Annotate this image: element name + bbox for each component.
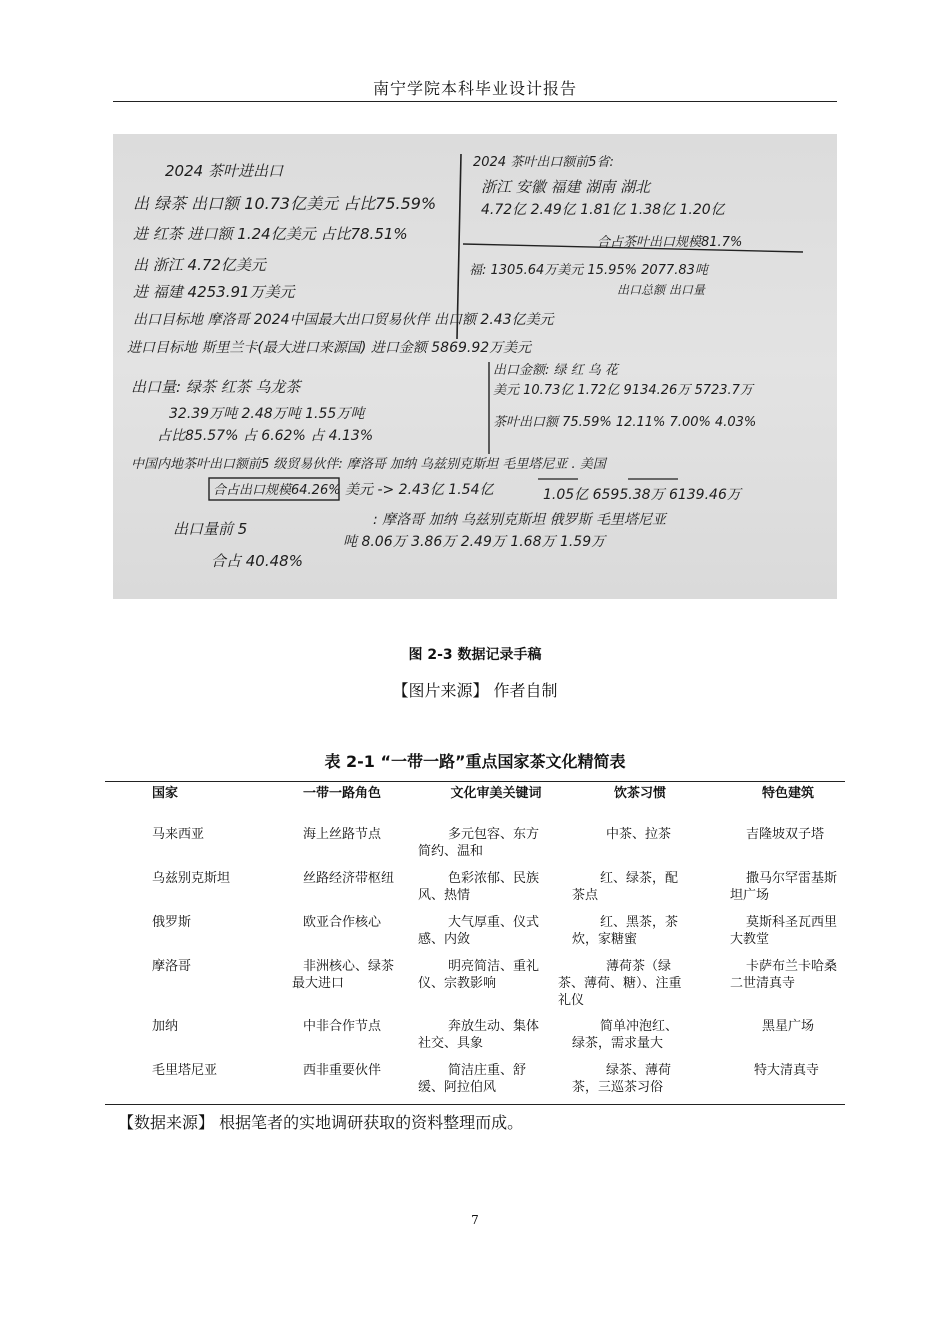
table-cell-country: 乌兹别克斯坦 [152, 871, 231, 886]
table-cell-country: 加纳 [152, 1019, 179, 1034]
handwritten-notes-photo [113, 134, 837, 599]
table-cell-role: 海上丝路节点 [303, 827, 382, 842]
page-number: 7 [471, 1213, 479, 1227]
note-line: 出口目标地 摩洛哥 2024中国最大出口贸易伙伴 出口额 2.43亿美元 [133, 312, 554, 328]
note-line: 出 绿茶 出口额 10.73亿美元 占比75.59% [133, 194, 437, 213]
table-header-architecture: 特色建筑 [762, 786, 815, 801]
table-cell-aesthetic: 大气厚重、仪式感、内敛 [418, 915, 540, 947]
note-line: 出口金额: 绿 红 乌 花 [493, 363, 618, 378]
note-line: 2024 茶叶出口额前5省: [473, 155, 614, 170]
table-header-country: 国家 [152, 786, 179, 801]
table-cell-role: 欧亚合作核心 [303, 915, 382, 930]
table-cell-tea-habit: 简单冲泡红、绿茶，需求量大 [572, 1019, 679, 1051]
table-cell-architecture: 撒马尔罕雷基斯坦广场 [730, 871, 838, 903]
table-cell-tea-habit: 薄荷茶（绿茶、薄荷、糖）、注重礼仪 [558, 959, 682, 1008]
note-line: 合占出口规模64.26% [213, 483, 341, 498]
note-line: 出口总额 出口量 [617, 283, 705, 297]
table-cell-role: 非洲核心、绿茶最大进口 [292, 959, 395, 991]
note-line: 浙江 安徽 福建 湖南 湖北 [481, 178, 651, 196]
table-cell-architecture: 黑星广场 [762, 1019, 815, 1034]
table-cell-tea-habit: 红、黑茶，茶炊，家糖蜜 [572, 915, 679, 947]
table-cell-country: 摩洛哥 [152, 959, 192, 974]
page-header: 南宁学院本科毕业设计报告 [372, 79, 577, 98]
note-line: 32.39万吨 2.48万吨 1.55万吨 [169, 406, 365, 422]
note-line: 2024 茶叶进出口 [165, 162, 283, 180]
header-rule [113, 101, 837, 102]
note-line: 美元 -> 2.43亿 1.54亿 [345, 482, 494, 498]
note-line: 合占 40.48% [211, 552, 303, 570]
table-cell-aesthetic: 色彩浓郁、民族风、热情 [418, 871, 540, 903]
table-cell-aesthetic: 简洁庄重、舒缓、阿拉伯风 [418, 1063, 527, 1095]
table-cell-architecture: 吉隆坡双子塔 [746, 827, 825, 842]
note-line: 进 福建 4253.91万美元 [133, 283, 295, 301]
table-bottom-rule [105, 1104, 845, 1105]
note-line: 吨 8.06万 3.86万 2.49万 1.68万 1.59万 [343, 534, 606, 550]
figure-source: 【图片来源】 作者自制 [392, 681, 558, 700]
table-header-aesthetic: 文化审美关键词 [450, 786, 542, 801]
table-cell-tea-habit: 中茶、拉茶 [606, 827, 672, 842]
table-cell-aesthetic: 多元包容、东方简约、温和 [418, 827, 540, 859]
note-line: 4.72亿 2.49亿 1.81亿 1.38亿 1.20亿 [481, 202, 725, 218]
table-cell-aesthetic: 明亮简洁、重礼仪、宗教影响 [418, 959, 540, 991]
table-cell-architecture: 特大清真寺 [754, 1063, 820, 1078]
table-cell-role: 西非重要伙伴 [303, 1063, 382, 1078]
table-title: 表 2-1 “一带一路”重点国家茶文化精简表 [324, 752, 626, 771]
table-cell-country: 俄罗斯 [152, 915, 192, 930]
table-cell-architecture: 卡萨布兰卡哈桑二世清真寺 [730, 959, 838, 991]
note-line: 福: 1305.64万美元 15.95% 2077.83吨 [469, 263, 708, 278]
note-line: 占比85.57% 占 6.62% 占 4.13% [157, 428, 374, 444]
table-header-role: 一带一路角色 [303, 786, 382, 801]
table-cell-architecture: 莫斯科圣瓦西里大教堂 [730, 915, 838, 947]
note-line: 进口目标地 斯里兰卡(最大进口来源国) 进口金额 5869.92万美元 [127, 340, 532, 356]
note-line: 出口量前 5 [173, 520, 248, 538]
table-cell-country: 马来西亚 [152, 827, 205, 842]
table-cell-role: 中非合作节点 [303, 1019, 382, 1034]
handwritten-notes [113, 134, 837, 599]
table-cell-aesthetic: 奔放生动、集体社交、具象 [418, 1019, 540, 1051]
table-cell-country: 毛里塔尼亚 [152, 1063, 218, 1078]
table-cell-tea-habit: 绿茶、薄荷茶，三巡茶习俗 [572, 1063, 672, 1095]
note-line: : 摩洛哥 加纳 乌兹别克斯坦 俄罗斯 毛里塔尼亚 [373, 512, 666, 528]
table-cell-tea-habit: 红、绿茶，配茶点 [572, 871, 679, 903]
table-cell-role: 丝路经济带枢纽 [303, 871, 395, 886]
table-source: 【数据来源】 根据笔者的实地调研获取的资料整理而成。 [118, 1113, 524, 1132]
table-header-tea-habit: 饮茶习惯 [614, 786, 667, 801]
note-line: 出口量: 绿茶 红茶 乌龙茶 [131, 378, 301, 396]
note-line: 出 浙江 4.72亿美元 [133, 256, 266, 274]
note-line: 1.05亿 6595.38万 6139.46万 [543, 487, 741, 503]
note-line: 合占茶叶出口规模81.7% [597, 235, 743, 250]
table-top-rule [105, 781, 845, 782]
figure-caption: 图 2-3 数据记录手稿 [408, 647, 542, 663]
note-line: 中国内地茶叶出口额前5 级贸易伙伴: 摩洛哥 加纳 乌兹别克斯坦 毛里塔尼亚 . 美国 [131, 457, 606, 472]
note-line: 美元 10.73亿 1.72亿 9134.26万 5723.7万 [493, 383, 753, 398]
note-line: 进 红茶 进口额 1.24亿美元 占比78.51% [133, 225, 408, 243]
note-line: 茶叶出口额 75.59% 12.11% 7.00% 4.03% [493, 415, 757, 430]
